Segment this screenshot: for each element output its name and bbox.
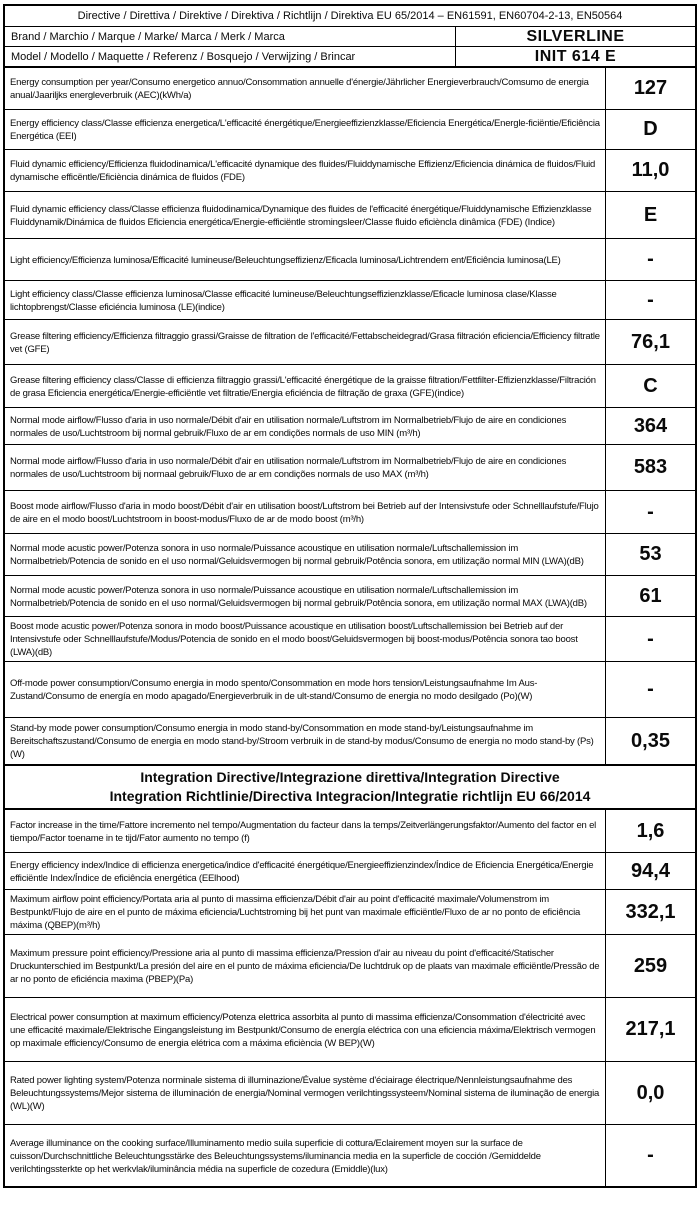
spec-row-label: Energy consumption per year/Consumo energetico annuo/Consommation annuelle d'énergie/Jährlicher Energieverbrauch/Comsumo de energia anual/Jaariljks energleverbruik (AEC)(kWh/a)	[10, 77, 589, 101]
spec-row-value: 259	[605, 935, 695, 997]
spec-row-label: Boost mode airflow/Flusso d'aria in modo boost/Débit d'air en utilisation boost/Luftstrom bei Betrieb auf der Intensivstufe oder Schnelllaufstufe/Flujo de aire en el modo boost/Luchtstroom in boost-modus/Fluxo de ar de modo boost (m³/h)	[10, 500, 599, 525]
spec-row-electrical-power	[5, 997, 695, 1061]
spec-row-rated-power-lighting	[5, 1061, 695, 1124]
spec-row-off-mode-power	[5, 661, 695, 717]
spec-row-value: E	[605, 192, 695, 238]
spec-row-label: Grease filtering efficiency class/Classe di efficienza filtraggio grassi/L'efficacité énergétique de la graisse filtration/Fettfilter-Effizienzklasse/Filtración de grasa Eficiencia energética/Energie-efficiëntle vet filtratie/Energia eficiéncia de filtração de graxa (GFE)(indice)	[10, 374, 596, 399]
spec-row-boost-airflow	[5, 490, 695, 533]
spec-row-label: Maximum airflow point efficiency/Portata aria al punto di massima efficienza/Débit d'air au point d'efficacité maximale/Volumenstrom im Bestpunkt/Flujo de aire en el punto de máxima eficiencia/Luchtstroming bij het punt van maximale efficiëntle/Fluxo de ar no ponto de eficiência máxima (QBEP)(m³/h)	[10, 894, 581, 931]
spec-row-value: 0,35	[605, 718, 695, 764]
brand-label: Brand / Marchio / Marque / Marke/ Marca / Merk / Marca	[11, 30, 285, 43]
spec-row-value: 61	[605, 576, 695, 616]
spec-row-boost-acoustic	[5, 616, 695, 661]
spec-row-label: Light efficiency/Efficienza luminosa/Efficacité lumineuse/Beleuchtungseffizienz/Eficacla luminosa/Lichtrendem ent/Eficiência luminosa(LE)	[10, 254, 561, 266]
spec-row-label: Normal mode airflow/Flusso d'aria in uso normale/Débit d'air en utilisation normale/Luftstrom im Normalbetrieb/Flujo de aire en condiciones normales de uso/Luchtstroom bij normaal gebruik/Fluxo de ar em condições normals de uso MAX (m³/h)	[10, 456, 567, 480]
spec-row-energy-class	[5, 109, 695, 149]
spec-row-grease-filtering-class	[5, 364, 695, 407]
spec-row-value: -	[605, 491, 695, 533]
spec-row-label: Normal mode acustic power/Potenza sonora in uso normale/Puissance acoustique en utilisation normale/Luftschallemission im Normalbetrieb/Potencia de sonido en el uso normal/Geluidsvermogen bij normal gebruik/Potência sonora, em utilização normal MIN (LWA)(dB)	[10, 543, 584, 567]
spec-row-label: Energy efficiency index/Indice di efficienza energetica/indice d'efficacité énergétique/Energieeffizienzindex/Índice de Eficiencia Energética/Energie efficiëntle Index/Índice de eficiência energética (EElhood)	[10, 859, 594, 884]
spec-row-label: Stand-by mode power consumption/Consumo energia in modo stand-by/Consommation en mode stand-by/Leistungsaufnahme im Bereitschaftszustand/Consumo de energia en modo stand-by/Stroom verbruik in de stand-by modus/Consumo de energia no modo stand-by (Ps)(W)	[10, 723, 594, 760]
spec-row-value: 11,0	[605, 150, 695, 191]
spec-row-airflow-min	[5, 407, 695, 444]
spec-row-value: C	[605, 365, 695, 407]
spec-row-light-efficiency	[5, 238, 695, 280]
spec-row-label: Average illuminance on the cooking surface/Illuminamento medio suila superficie di cottura/Eclairement moyen sur la surface de cuisson/Durchschnittliche Beleuchtungsstärke des Beleuchtungssystems/iluminancia media en la superficle de cocción /Gemiddelde verilchtingssterkte op het werkvlak/iluminância média na superficle de cozedura (Emiddle)(lux)	[10, 1137, 541, 1175]
spec-row-value: -	[605, 1125, 695, 1186]
model-label: Model / Modello / Maquette / Referenz / Bosquejo / Verwijzing / Brincar	[11, 50, 356, 63]
spec-row-value: 217,1	[605, 998, 695, 1061]
section-title-line2: Integration Richtlinie/Directiva Integracion/Integratie richtlijn EU 66/2014	[109, 788, 591, 804]
spec-row-value: -	[605, 662, 695, 717]
spec-row-value: 53	[605, 534, 695, 575]
spec-row-value: -	[605, 281, 695, 319]
spec-row-label: Maximum pressure point efficiency/Pressione aria al punto di massima efficienza/Pression d'air au niveau du point d'efficacité/Statischer Druckunterschied im Bestpunkt/La presión del aire en el punto de máxima eficiencia/De luchtdruk op de plaats van maximale efficiëntle/Pressão de ar no ponto de eficiéncia maxima (PBEP)(Pa)	[10, 948, 600, 985]
spec-row-value: 332,1	[605, 890, 695, 934]
spec-row-energy-efficiency-index	[5, 852, 695, 889]
spec-row-factor-increase	[5, 808, 695, 852]
spec-row-grease-filtering	[5, 319, 695, 364]
spec-row-value: 94,4	[605, 853, 695, 889]
spec-row-value: 364	[605, 408, 695, 444]
spec-row-value: 127	[605, 68, 695, 109]
spec-row-fluid-dynamic-class	[5, 191, 695, 238]
spec-row-airflow-max	[5, 444, 695, 490]
spec-row-acoustic-min	[5, 533, 695, 575]
integration-section-header	[5, 764, 695, 808]
spec-row-label: Fluid dynamic efficiency/Efficienza fluidodinamica/L'efficacité dynamique des fluides/Fluiddynamische Effizienz/Eficiencia dinámica de fluidos/Fluid dynamische efficëntle/Eficiència dinámica de fluidos (FDE)	[10, 159, 596, 183]
spec-row-label: Factor increase in the time/Fattore incremento nel tempo/Augmentation du facteur dans la temps/Zeitverlängerungsfaktor/Aumento del factor en el tiempo/Factor toename in te tijd/Fator aumento no tempo (f)	[10, 819, 597, 844]
model-row	[5, 46, 695, 66]
spec-row-label: Boost mode acustic power/Potenza sonora in modo boost/Puissance acoustique en utilisation boost/Luftschallemission bei Betrieb auf der Intensivstufe oder Schnelllaufstufe/Modus/Potencia de sonido en el modo boost/Geluidsvermogen bij boost-modus/Potência sonora tao boost (LWA)(dB)	[10, 621, 578, 658]
brand-row	[5, 26, 695, 46]
spec-row-label: Energy efficiency class/Classe efficienza energetica/L'efficacité énergétique/Energieeffizienzklasse/Eficiencia Energética/Energle-ficiëntie/Eficiência Energética (EEI)	[10, 118, 600, 142]
directive-text: Directive / Direttiva / Direktive / Direktiva / Richtlijn / Direktiva EU 65/2014 – EN61591, EN60704-2-13, EN50564	[77, 10, 623, 22]
spec-row-acoustic-max	[5, 575, 695, 616]
spec-row-label: Grease filtering efficiency/Efficienza filtraggio grassi/Graisse de filtration de l'efficacité/Fettabscheidegrad/Grasa filtración eficiencia/Efficiency filtratle vet (GFE)	[10, 330, 600, 355]
brand-value: SILVERLINE	[455, 27, 695, 46]
spec-row-value: 76,1	[605, 320, 695, 364]
spec-row-value: 0,0	[605, 1062, 695, 1124]
spec-row-label: Normal mode acustic power/Potenza sonora in uso normale/Puissance acoustique en utilisation normale/Luftschallemission im Normalbetrieb/Potencia de sonido en el uso normal/Geluidsvermogen bij normal gebruik/Potência sonora, em utilização normal MAX (LWA)(dB)	[10, 584, 587, 609]
spec-row-value: D	[605, 110, 695, 149]
spec-row-label: Normal mode airflow/Flusso d'aria in uso normale/Débit d'air en utilisation normale/Luftstrom im Normalbetrieb/Flujo de aire en condiciones normales de uso/Luchtstroom bij normal gebruik/Fluxo de ar em condições normals de uso MIN (m³/h)	[10, 414, 567, 439]
directive-row	[5, 6, 695, 26]
section-title-line1: Integration Directive/Integrazione direttiva/Integration Directive	[140, 769, 560, 785]
spec-row-energy-consumption	[5, 66, 695, 109]
spec-row-max-pressure-point	[5, 934, 695, 997]
energy-datasheet-table	[3, 4, 697, 1188]
spec-row-label: Light efficiency class/Classe efficienza luminosa/Classe efficacité lumineuse/Beleuchtungseffizienzklasse/Eficacle luminosa clase/Klasse lichtopbrengst/Classe eficiéncia luminosa (LE)(indice)	[10, 288, 557, 313]
spec-row-label: Fluid dynamic efficiency class/Classe efficienza fluidodinamica/Dynamique des fluides de l'efficacité énergétique/Fluiddynamische Effizienzklasse Fluiddynamik/Dinámica de fluidos Eficiencia energética/Energie-efficiëntle stromingsleer/Classe fluido eficièncla dinâmica (FDE) (Indice)	[10, 203, 592, 228]
spec-row-label: Rated power lighting system/Potenza norminale sistema di illuminazione/Évalue système d'éciairage électrique/Nennleistungsaufnahme des Beleuchtungssystems/Mejor sistema de illuminación de energia/Nominal vermogen verilchtingssysteem/Nominal sistema de iluminação de energia (WL)(W)	[10, 1075, 600, 1112]
spec-row-label: Off-mode power consumption/Consumo energia in modo spento/Consommation en mode hors tension/Leistungsaufnahme Im Aus-Zustand/Consumo de energía en modo apagado/Energieverbruik in de ult-stand/Consumo de energia no modo desilgado (Po)(W)	[10, 678, 538, 702]
spec-row-label: Electrical power consumption at maximum efficiency/Potenza elettrica assorbita al punto di massima efficienza/Consommation d'électricité avec une efficacité maximale/Elektrische Eingangsleistung im Bestpunkt/Consumo de energía eléctrica con una eficiencia máxima/Elektrisch vermogen op maximale efficiency/Consumo de energia elétrica com a máxima eficiència (W BEP)(W)	[10, 1011, 596, 1049]
spec-row-average-illuminance	[5, 1124, 695, 1186]
spec-row-value: 583	[605, 445, 695, 490]
spec-row-value: -	[605, 239, 695, 280]
spec-row-standby-power	[5, 717, 695, 764]
model-value: INIT 614 E	[455, 47, 695, 66]
spec-row-fluid-dynamic-efficiency	[5, 149, 695, 191]
spec-row-value: -	[605, 617, 695, 661]
spec-row-value: 1,6	[605, 810, 695, 852]
spec-row-max-airflow-point	[5, 889, 695, 934]
spec-row-light-efficiency-class	[5, 280, 695, 319]
